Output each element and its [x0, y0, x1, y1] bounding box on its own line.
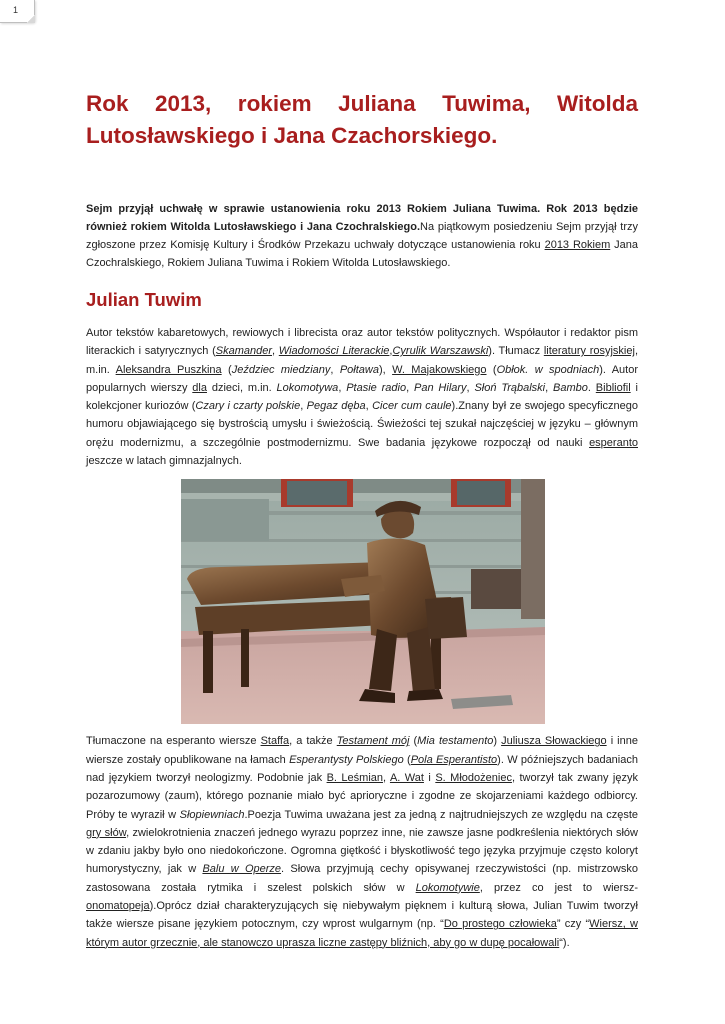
text: i kolekcjoner kuriozów ( [86, 381, 638, 413]
text: Autor tekstów kabaretowych, rewiowych i librecista oraz autor tekstów politycznych. Współautor i redaktor pism literackich i satyrycznych ( [86, 327, 638, 358]
italic-title: Lokomotywa [276, 381, 339, 394]
text: ).Oprócz dział charakteryzujących się niebywałym pięknem i kulturą słowa, Julian Tuwim tworzył także wiersze pisane językiem potocznym, czy wprost wulgarnym (np. “ [86, 900, 638, 931]
text: ) [493, 735, 502, 748]
italic-title: Pegaz dęba [306, 400, 366, 413]
page-title: Rok 2013, rokiem Juliana Tuwima, Witolda Lutosławskiego i Jana Czachorskiego. [86, 91, 638, 148]
link-esperanto[interactable]: esperanto [589, 436, 638, 449]
text: , [383, 771, 390, 784]
text: , a także [289, 735, 337, 748]
link-do-prostego-czlowieka[interactable]: Do prostego człowieka [443, 918, 557, 931]
text: , [466, 381, 475, 394]
text: dzieci, m.in. [206, 381, 277, 394]
text: . Słowa przyjmują cechy opisywanej rzeczywistości (np. mistrzowsko zastosowana została rytmika i szelest polskich słów w [86, 863, 638, 894]
text: , m.in. [86, 345, 639, 376]
italic-title: Mia testamento [417, 735, 494, 748]
document-body [86, 88, 638, 952]
link-wiadomosci-literackie[interactable]: Wiadomości Literackie [278, 345, 390, 358]
link-majakowskiego[interactable]: W. Majakowskiego [392, 363, 487, 376]
intro-text: Na piątkowym posiedzeniu Sejm przyjął trzy zgłoszone przez Komisję Kultury i Środków Przekazu uchwały dotyczące ustanowienia roku [86, 221, 638, 251]
link-pola-esperantisto[interactable]: Pola Esperantisto [410, 753, 498, 766]
page-fold [27, 15, 35, 23]
link-mlodozeniec[interactable]: S. Młodożeniec [435, 771, 512, 784]
text: , przez co jest to wiersz- [479, 881, 638, 894]
text: Tłumaczone na esperanto wiersze [86, 735, 261, 748]
text: , [545, 381, 554, 394]
text: ). Tłumacz [488, 345, 544, 358]
text: , [338, 381, 347, 394]
text: , [272, 345, 279, 358]
link-cyrulik-warszawski[interactable]: Cyrulik Warszawski [392, 345, 489, 358]
text: , zwielokrotnienia znaczeń jednego wyrazu poprzez inne, nie zawsze jasne podkreślenia niektórych słów w zdaniu jakby było ono niedokończone. Ogromna giętkość i błyskotliwość tego języka przyjmuje często koloryt humorystyczny, jak w [86, 826, 638, 876]
text: ( [403, 753, 411, 766]
italic-title: Czary i czarty polskie [195, 400, 301, 413]
text: ).Znany był ze swojego specyficznego humoru objawiającego się bystrością umysłu i świeżością. Świeżości tej szukał najczęściej w języku – głównym orężu modernizmu, a szczególnie postmodernizmu. Swe badania językowe rozpoczął od nauki [86, 400, 638, 449]
link-dla[interactable]: dla [192, 381, 207, 394]
text: ( [486, 363, 497, 376]
text: ( [409, 735, 418, 748]
link-balu-w-operze[interactable]: Balu w Operze [202, 863, 282, 876]
text: i inne wiersze zostały opublikowane na łamach [86, 735, 638, 766]
text: , [300, 400, 307, 413]
italic-title: Połtawa [339, 363, 379, 376]
text: ” czy “ [556, 918, 590, 931]
text: ), [378, 363, 393, 376]
statue-illustration [181, 479, 545, 724]
esperanto-paragraph [86, 732, 638, 952]
intro-paragraph [86, 200, 638, 272]
link-staffa[interactable]: Staffa [260, 735, 290, 748]
italic-title: Jeździec miedziany [231, 363, 331, 376]
page-number: 1 [13, 5, 19, 15]
text: . [587, 381, 596, 394]
link-gry-slow[interactable]: gry słów [86, 826, 127, 839]
italic-title: Pan Hilary [414, 381, 467, 394]
link-lokomotywie[interactable]: Lokomotywie [415, 881, 480, 894]
text: , [389, 345, 393, 358]
link-wat[interactable]: A. Wat [389, 771, 424, 784]
text: .Poezja Tuwima uważana jest za jedną z najtrudniejszych ze względu na częste [244, 808, 639, 821]
italic-title: Słopiewniach [179, 808, 245, 821]
link-onomatopeja[interactable]: onomatopeja [86, 900, 150, 913]
link-testament-moj[interactable]: Testament mój [336, 735, 410, 748]
text: , [406, 381, 415, 394]
text: , [330, 363, 340, 376]
text: “). [559, 936, 570, 949]
section-heading: Julian Tuwim [86, 289, 202, 310]
link-skamander[interactable]: Skamander [215, 345, 273, 358]
link-wiersz-w-ktorym[interactable]: Wiersz, w którym autor grzecznie, ale stanowczo uprasza liczne zastępy bliźnich, aby go w dupę pocałowali [86, 918, 638, 949]
text: ). Autor popularnych wierszy [86, 363, 638, 394]
intro-text: Jana Czochralskiego, Rokiem Juliana Tuwima i Rokiem Witolda Lutosławskiego. [86, 239, 638, 269]
text: jeszcze w latach gimnazjalnych. [86, 455, 242, 468]
text: , tworzył tak zwany język pozarozumowy (zaum), którego poznanie miało być aprioryczne i zgodne ze skojarzeniami każdego odbiorcy. Próby te wyraził w [86, 771, 638, 821]
link-literatury-rosyjskiej[interactable]: literatury rosyjskiej [543, 345, 635, 358]
link-puszkina[interactable]: Aleksandra Puszkina [115, 363, 222, 376]
text: ). W późniejszych badaniach nad językiem tworzył neologizmy. Podobnie jak [86, 753, 638, 784]
link-2013-rokiem[interactable]: 2013 Rokiem [544, 239, 611, 251]
italic-title: Obłok. w spodniach [496, 363, 600, 376]
tuwim-statue-photo [181, 479, 545, 724]
link-lesmian[interactable]: B. Leśmian [326, 771, 384, 784]
text: i [423, 771, 436, 784]
text: , [365, 400, 373, 413]
intro-lead: Sejm przyjął uchwałę w sprawie ustanowienia roku 2013 Rokiem Juliana Tuwima. Rok 2013 będzie również rokiem Witolda Lutosławskiego i Jana Czochralskiego. [86, 203, 638, 233]
italic-title: Ptasie radio [346, 381, 407, 394]
bio-paragraph [86, 324, 638, 470]
italic-title: Esperantysty Polskiego [289, 753, 404, 766]
italic-title: Słoń Trąbalski [474, 381, 546, 394]
italic-title: Bambo [553, 381, 588, 394]
link-bibliofil[interactable]: Bibliofil [595, 381, 631, 394]
text: ( [221, 363, 232, 376]
italic-title: Cicer cum caule [372, 400, 452, 413]
page-number-tab [0, 0, 35, 23]
link-slowackiego[interactable]: Juliusza Słowackiego [501, 735, 607, 748]
